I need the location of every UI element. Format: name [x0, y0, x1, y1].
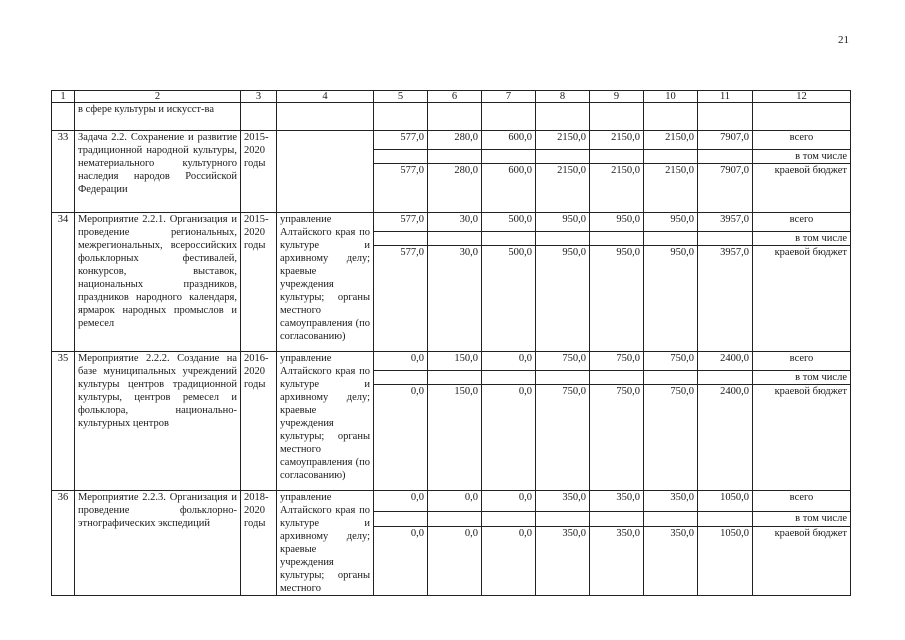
value-cell: 1050,0 — [698, 491, 753, 512]
value-cell: 950,0 — [590, 246, 644, 352]
budget-table — [51, 90, 851, 596]
continuation-text: в сфере культуры и искусст-ва — [75, 103, 241, 131]
value-cell: 280,0 — [428, 164, 482, 213]
row-name: Мероприятие 2.2.1. Организация и проведение региональных, межрегиональных, всероссийских фольклорных фестивалей, конкурсов, выставок, национальных праздников, праздников народного календаря, ярмарок народных промыслов и ремесел — [75, 213, 241, 352]
total-label: всего — [753, 213, 851, 232]
header-cell: 11 — [698, 91, 753, 103]
value-cell: 500,0 — [482, 213, 536, 232]
value-cell: 2150,0 — [590, 164, 644, 213]
value-cell: 750,0 — [536, 385, 590, 491]
value-cell: 577,0 — [374, 131, 428, 150]
regional-label: краевой бюджет — [753, 526, 851, 595]
value-cell: 750,0 — [644, 385, 698, 491]
value-cell: 30,0 — [428, 246, 482, 352]
value-cell: 350,0 — [536, 491, 590, 512]
row-executor: управление Алтайского края по культуре и архивному делу; краевые учреждения культуры; органы местного самоуправления (по согласованию) — [277, 213, 374, 352]
value-cell: 0,0 — [374, 526, 428, 595]
row-name: Мероприятие 2.2.2. Создание на базе муниципальных учреждений культуры центров традиционной культуры, центров ремесел и фольклора, национально-культурных центров — [75, 352, 241, 491]
regional-label: краевой бюджет — [753, 385, 851, 491]
value-cell: 750,0 — [536, 352, 590, 371]
including-label: в том числе — [753, 511, 851, 526]
value-cell: 30,0 — [428, 213, 482, 232]
value-cell: 750,0 — [590, 385, 644, 491]
header-cell: 12 — [753, 91, 851, 103]
value-cell: 0,0 — [482, 491, 536, 512]
table-row — [52, 213, 851, 232]
row-years: 2016-2020 годы — [241, 352, 277, 491]
value-cell: 2400,0 — [698, 352, 753, 371]
value-cell: 950,0 — [536, 246, 590, 352]
header-cell: 6 — [428, 91, 482, 103]
value-cell: 950,0 — [644, 213, 698, 232]
header-row — [52, 91, 851, 103]
value-cell: 0,0 — [374, 352, 428, 371]
row-years: 2015-2020 годы — [241, 131, 277, 213]
value-cell: 600,0 — [482, 131, 536, 150]
value-cell: 2150,0 — [536, 131, 590, 150]
regional-label: краевой бюджет — [753, 246, 851, 352]
header-cell: 4 — [277, 91, 374, 103]
table-row — [52, 491, 851, 512]
total-label: всего — [753, 491, 851, 512]
regional-label: краевой бюджет — [753, 164, 851, 213]
value-cell: 350,0 — [590, 526, 644, 595]
value-cell: 3957,0 — [698, 213, 753, 232]
row-years: 2015-2020 годы — [241, 213, 277, 352]
value-cell: 1050,0 — [698, 526, 753, 595]
page-number: 21 — [838, 34, 849, 46]
including-label: в том числе — [753, 150, 851, 164]
value-cell: 2150,0 — [590, 131, 644, 150]
value-cell: 0,0 — [428, 526, 482, 595]
value-cell: 0,0 — [428, 491, 482, 512]
value-cell: 950,0 — [644, 246, 698, 352]
value-cell: 350,0 — [644, 526, 698, 595]
value-cell: 350,0 — [644, 491, 698, 512]
value-cell: 350,0 — [536, 526, 590, 595]
value-cell: 0,0 — [374, 385, 428, 491]
value-cell: 0,0 — [482, 526, 536, 595]
value-cell: 577,0 — [374, 246, 428, 352]
value-cell: 0,0 — [482, 385, 536, 491]
value-cell: 3957,0 — [698, 246, 753, 352]
value-cell: 577,0 — [374, 164, 428, 213]
header-cell: 7 — [482, 91, 536, 103]
row-executor: управление Алтайского края по культуре и архивному делу; краевые учреждения культуры; органы местного — [277, 491, 374, 596]
including-label: в том числе — [753, 371, 851, 385]
value-cell: 0,0 — [374, 491, 428, 512]
row-years: 2018-2020 годы — [241, 491, 277, 596]
value-cell: 0,0 — [482, 352, 536, 371]
value-cell: 2150,0 — [644, 164, 698, 213]
continuation-row — [52, 103, 851, 131]
header-cell: 10 — [644, 91, 698, 103]
row-number: 33 — [52, 131, 75, 213]
value-cell: 500,0 — [482, 246, 536, 352]
row-number: 35 — [52, 352, 75, 491]
header-cell: 3 — [241, 91, 277, 103]
value-cell: 7907,0 — [698, 164, 753, 213]
value-cell: 950,0 — [590, 213, 644, 232]
value-cell: 150,0 — [428, 352, 482, 371]
row-number: 34 — [52, 213, 75, 352]
value-cell: 150,0 — [428, 385, 482, 491]
value-cell: 577,0 — [374, 213, 428, 232]
value-cell: 2400,0 — [698, 385, 753, 491]
row-executor: управление Алтайского края по культуре и архивному делу; краевые учреждения культуры; органы местного самоуправления (по согласованию) — [277, 352, 374, 491]
value-cell: 600,0 — [482, 164, 536, 213]
table-row — [52, 352, 851, 371]
row-name: Мероприятие 2.2.3. Организация и проведение фольклорно-этнографических экспедиций — [75, 491, 241, 596]
total-label: всего — [753, 131, 851, 150]
value-cell: 950,0 — [536, 213, 590, 232]
header-cell: 1 — [52, 91, 75, 103]
header-cell: 8 — [536, 91, 590, 103]
table-row — [52, 131, 851, 150]
value-cell: 2150,0 — [644, 131, 698, 150]
value-cell: 750,0 — [644, 352, 698, 371]
header-cell: 9 — [590, 91, 644, 103]
row-name: Задача 2.2. Сохранение и развитие традиционной народной культуры, нематериального культурного наследия народов Российской Федерации — [75, 131, 241, 213]
value-cell: 7907,0 — [698, 131, 753, 150]
value-cell: 2150,0 — [536, 164, 590, 213]
header-cell: 5 — [374, 91, 428, 103]
total-label: всего — [753, 352, 851, 371]
value-cell: 280,0 — [428, 131, 482, 150]
row-executor — [277, 131, 374, 213]
value-cell: 350,0 — [590, 491, 644, 512]
value-cell: 750,0 — [590, 352, 644, 371]
including-label: в том числе — [753, 232, 851, 246]
header-cell: 2 — [75, 91, 241, 103]
row-number: 36 — [52, 491, 75, 596]
